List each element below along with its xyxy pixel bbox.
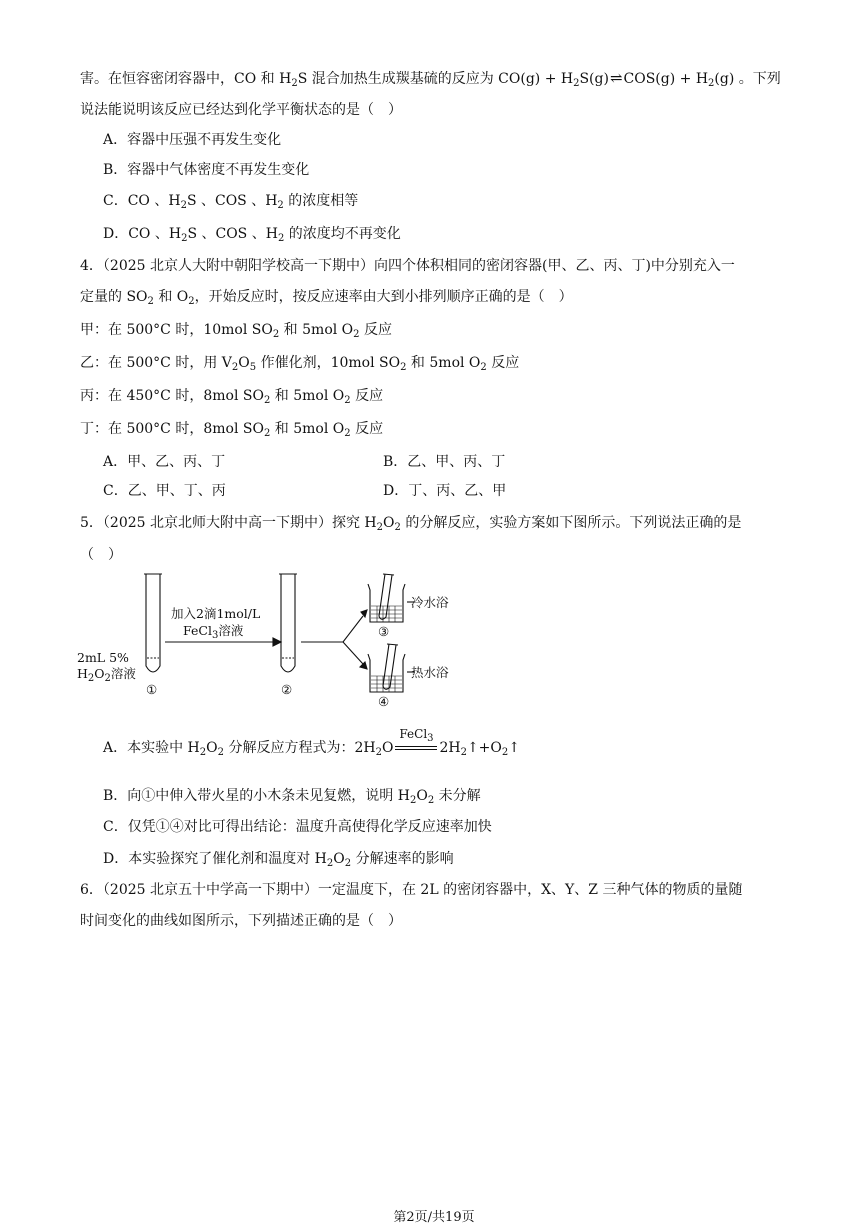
arrow-to-cold bbox=[343, 616, 363, 642]
q3-stem-line1: 害。在恒容密闭容器中，CO 和 $H_2S$ 混合加热生成羰基硫的反应为 $CO(g) + H_2S(g)\rightleftharpoons COS(g) + H_2(g)$ 。下列 bbox=[80, 69, 781, 89]
q5-stem-line1: 5．（2025 北京北师大附中高一下期中）探究 $H_2O_2$ 的分解反应，实验方案如下图所示。下列说法正确的是 bbox=[80, 515, 742, 533]
tube1-number: ① bbox=[146, 682, 158, 697]
q4-condition-jia: 甲：在 500°C 时，10mol $SO_2$ 和 5mol $O_2$ 反应 bbox=[80, 322, 392, 340]
q3-option-c: C．CO 、$H_2S$ 、COS 、$H_2$ 的浓度相等 bbox=[103, 193, 359, 211]
equilibrium-arrow-icon: ⇌ bbox=[609, 69, 623, 87]
q3-option-d: D．CO 、$H_2S$ 、COS 、$H_2$ 的浓度均不再变化 bbox=[103, 226, 401, 244]
cold-bath-label: 冷水浴 bbox=[411, 595, 449, 610]
q4-option-d: D．丁、丙、乙、甲 bbox=[383, 483, 507, 499]
test-tube-3 bbox=[379, 574, 392, 619]
q4-condition-yi: 乙：在 500°C 时，用 $V_2O_5$ 作催化剂，10mol $SO_2$ 和 5mol $O_2$ 反应 bbox=[80, 355, 520, 373]
q3-stem-line2: 说法能说明该反应已经达到化学平衡状态的是（ ） bbox=[80, 102, 402, 118]
arrow-to-hot bbox=[343, 642, 363, 664]
q6-stem-line2: 时间变化的曲线如图所示，下列描述正确的是（ ） bbox=[80, 913, 402, 929]
hot-bath-label: 热水浴 bbox=[411, 665, 449, 680]
tube1-label-line1: 2mL 5% bbox=[77, 650, 129, 665]
experiment-diagram bbox=[75, 566, 475, 716]
tube2-number: ② bbox=[281, 682, 293, 697]
q4-condition-ding: 丁：在 500°C 时，8mol $SO_2$ 和 5mol $O_2$ 反应 bbox=[80, 421, 384, 439]
test-tube-1 bbox=[146, 574, 160, 672]
q5-option-a: A．本实验中 $H_2O_2$ 分解反应方程式为：$2H_2O$ FeCl$_3$ $2H_2↑+O_2↑$ bbox=[103, 738, 520, 758]
experiment-figure bbox=[75, 566, 475, 716]
reagent-label-line1: 加入2滴1mol/L bbox=[171, 606, 261, 621]
q5-option-d: D．本实验探究了催化剂和温度对 $H_2O_2$ 分解速率的影响 bbox=[103, 851, 454, 869]
q3-option-a: A．容器中压强不再发生变化 bbox=[103, 132, 282, 148]
q4-condition-bing: 丙：在 450°C 时，8mol $SO_2$ 和 5mol $O_2$ 反应 bbox=[80, 388, 384, 406]
tube4-number: ④ bbox=[378, 694, 390, 709]
q5-stem-line2: （ ） bbox=[80, 547, 122, 563]
q5-option-b: B．向①中伸入带火星的小木条未见复燃，说明 $H_2O_2$ 未分解 bbox=[103, 788, 481, 806]
tube1-label-line2: $H_2O_2$溶液 bbox=[77, 666, 136, 684]
test-tube-4 bbox=[383, 644, 396, 689]
q5-option-c: C．仅凭①④对比可得出结论：温度升高使得化学反应速率加快 bbox=[103, 819, 492, 835]
q4-stem-line1: 4．（2025 北京人大附中朝阳学校高一下期中）向四个体积相同的密闭容器(甲、乙、丙、丁)中分别充入一 bbox=[80, 258, 735, 274]
page-number: 第2页/共19页 bbox=[393, 1210, 475, 1225]
q4-stem-line2: 定量的 $SO_2$ 和 $O_2$，开始反应时，按反应速率由大到小排列顺序正确的是（ ） bbox=[80, 289, 573, 307]
q6-stem-line1: 6．（2025 北京五十中学高一下期中）一定温度下，在 2L 的密闭容器中，X、Y、Z 三种气体的物质的量随 bbox=[80, 882, 743, 898]
q4-option-b: B．乙、甲、丙、丁 bbox=[383, 454, 506, 470]
q3-option-b: B．容器中气体密度不再发生变化 bbox=[103, 162, 310, 178]
q4-option-c: C．乙、甲、丁、丙 bbox=[103, 483, 226, 499]
reagent-label-line2: FeCl$_3$溶液 bbox=[183, 623, 244, 641]
catalyst-condition-arrow bbox=[393, 727, 439, 758]
tube3-number: ③ bbox=[378, 624, 390, 639]
q4-option-a: A．甲、乙、丙、丁 bbox=[103, 454, 226, 470]
test-tube-2 bbox=[281, 574, 295, 672]
catalyst-label: FeCl$_3$ bbox=[399, 727, 434, 744]
